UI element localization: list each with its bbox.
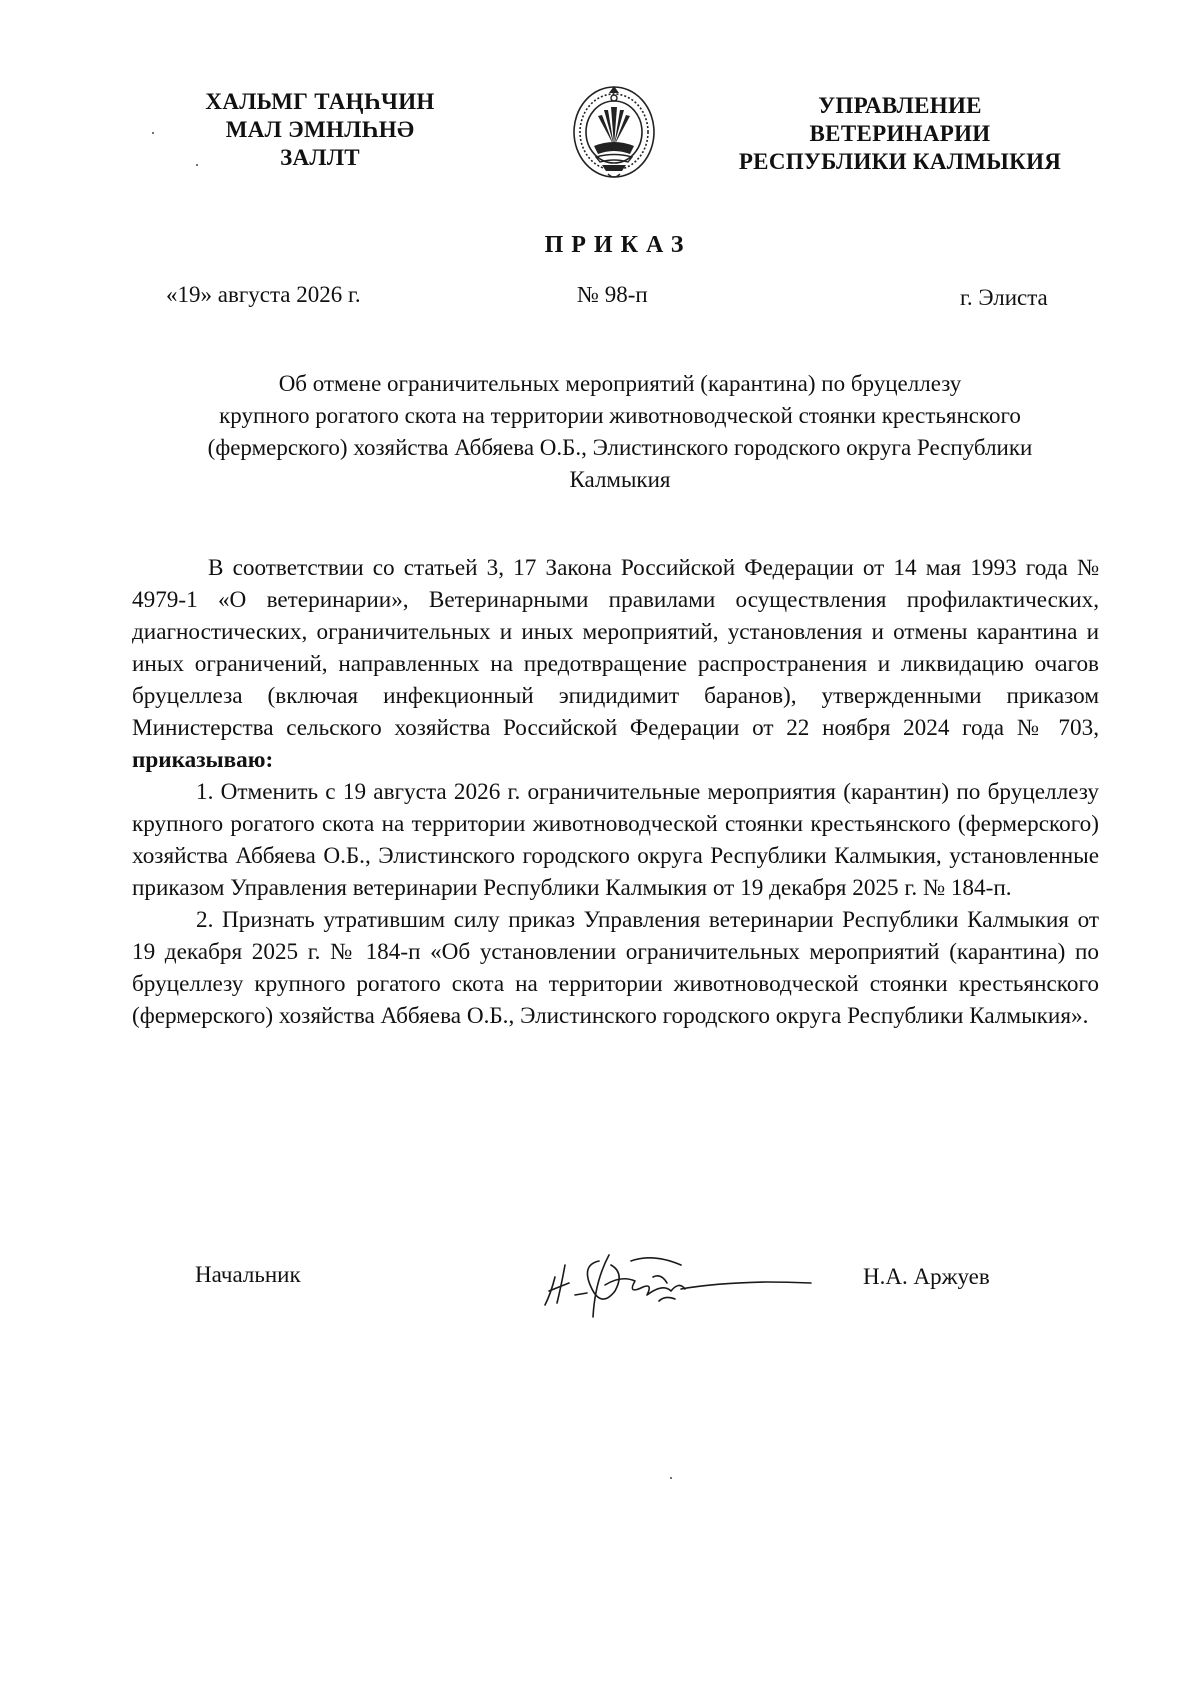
order-body xyxy=(132,552,1099,1032)
order-title-line: крупного рогатого скота на территории животноводческой стоянки крестьянского xyxy=(219,403,1021,428)
header-russian-agency-name xyxy=(720,92,1080,176)
kalmykia-coat-of-arms-icon xyxy=(568,82,660,186)
scan-speck xyxy=(152,132,154,134)
header-left-line: МАЛ ЭМНЛҺНӘ xyxy=(225,117,415,142)
preamble-text: В соответствии со статьей 3, 17 Закона Российской Федерации от 14 мая 1993 года № 4979-1 «О ветеринарии», Ветеринарными правилами осуществления профилактических, диагностических, ограничительных и иных мероприятий, установления и отмены карантина и иных ограничений, направленных на предотвращение распространения и ликвидацию очагов бруцеллеза (включая инфекционный эпидидимит баранов), утвержденными приказом Министерства сельского хозяйства Российской Федерации от 22 ноября 2024 года № 703, xyxy=(132,555,1099,741)
header-right-line: ВЕТЕРИНАРИИ xyxy=(809,121,991,146)
order-title-line: Калмыкия xyxy=(569,467,671,492)
order-number: № 98-п xyxy=(577,282,648,307)
order-date: «19» августа 2026 г. xyxy=(166,282,361,307)
header-right-line: УПРАВЛЕНИЕ xyxy=(818,93,982,118)
order-item-2: 2. Признать утратившим силу приказ Управления ветеринарии Республики Калмыкия от 19 декабря 2025 г. № 184-п «Об установлении ограничительных мероприятий (карантина) по бруцеллезу крупного рогатого скота на территории животноводческой стоянки крестьянского (фермерского) хозяйства Аббяева О.Б., Элистинского городского округа Республики Калмыкия». xyxy=(132,907,1099,1029)
scan-speck xyxy=(670,1477,672,1479)
order-title-line: (фермерского) хозяйства Аббяева О.Б., Элистинского городского округа Республики xyxy=(207,435,1033,460)
header-left-line: ЗАЛЛТ xyxy=(280,145,360,170)
signatory-name: Н.А. Аржуев xyxy=(863,1264,990,1289)
order-city: г. Элиста xyxy=(960,285,1048,310)
header-right-line: РЕСПУБЛИКИ КАЛМЫКИЯ xyxy=(738,149,1062,174)
handwritten-signature xyxy=(535,1225,825,1325)
header-left-line: ХАЛЬМГ ТАҢҺЧИН xyxy=(205,89,435,114)
preamble-paragraph xyxy=(132,552,1099,776)
header-kalmyk-agency-name xyxy=(200,88,440,172)
document-type-heading: ПРИКАЗ xyxy=(544,232,692,258)
order-title-line: Об отмене ограничительных мероприятий (карантина) по бруцеллезу xyxy=(278,371,962,396)
order-item-1: 1. Отменить с 19 августа 2026 г. ограничительные мероприятия (карантин) по бруцеллезу крупного рогатого скота на территории животноводческой стоянки крестьянского (фермерского) хозяйства Аббяева О.Б., Элистинского городского округа Республики Калмыкия, установленные приказом Управления ветеринарии Республики Калмыкия от 19 декабря 2025 г. № 184-п. xyxy=(132,779,1099,901)
signatory-position: Начальник xyxy=(195,1262,301,1287)
order-title xyxy=(130,368,1110,496)
order-word: приказываю: xyxy=(132,747,274,773)
scan-speck xyxy=(196,164,198,166)
